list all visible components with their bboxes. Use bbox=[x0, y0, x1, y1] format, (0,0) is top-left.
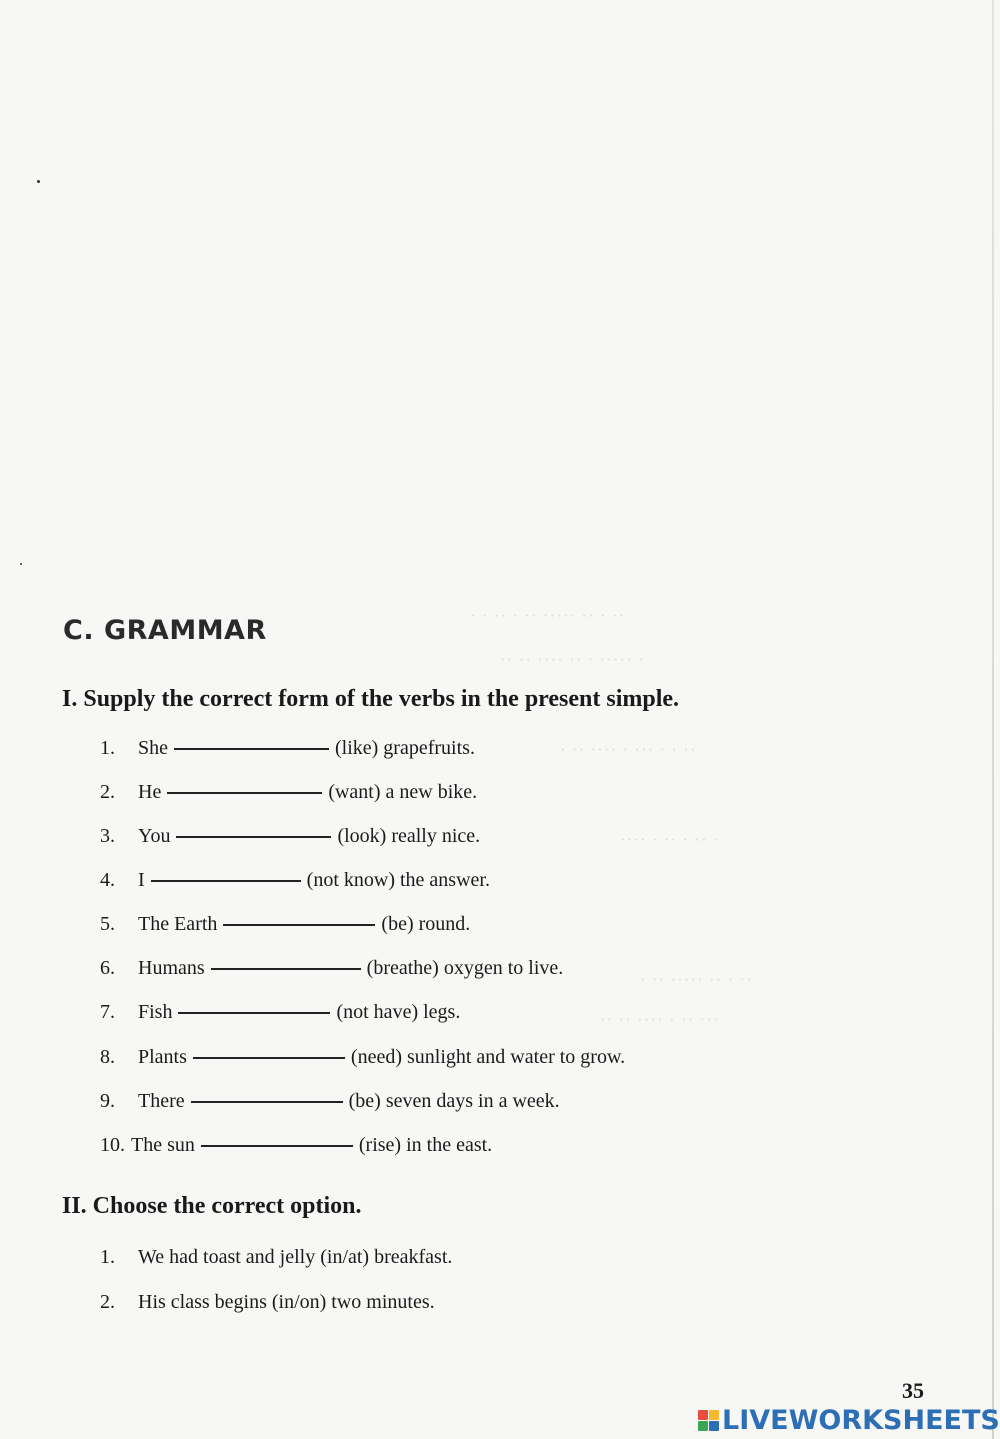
page-number: 35 bbox=[902, 1378, 924, 1403]
answer-blank[interactable] bbox=[167, 791, 322, 794]
item-number: 3. bbox=[100, 825, 115, 847]
item-number: 1. bbox=[100, 737, 115, 759]
answer-blank[interactable] bbox=[174, 747, 329, 750]
choice-item bbox=[100, 1246, 452, 1269]
choice-item bbox=[100, 1291, 435, 1314]
item-number: 4. bbox=[100, 869, 115, 891]
item-number: 10. bbox=[100, 1134, 125, 1156]
bleed-through: ···· · ·· · ·· · bbox=[620, 830, 720, 849]
verb-item bbox=[100, 913, 470, 936]
verb-item bbox=[100, 1090, 560, 1113]
verb-item bbox=[100, 1046, 625, 1069]
brand-name: LIVEWORKSHEETS bbox=[722, 1405, 1000, 1436]
bleed-through: · · ·· · ·· ····· ·· · ·· bbox=[470, 606, 626, 625]
scan-edge bbox=[992, 0, 994, 1439]
item-verb-hint: (like) grapefruits. bbox=[335, 737, 475, 759]
item-verb-hint: (be) seven days in a week. bbox=[348, 1090, 560, 1112]
verb-item bbox=[100, 737, 475, 760]
item-number: 9. bbox=[100, 1090, 115, 1112]
liveworksheets-brand[interactable] bbox=[698, 1405, 1000, 1436]
item-number: 1. bbox=[100, 1246, 115, 1268]
answer-blank[interactable] bbox=[191, 1100, 343, 1103]
answer-blank[interactable] bbox=[151, 879, 301, 882]
logo-square bbox=[709, 1421, 719, 1431]
item-number: 6. bbox=[100, 957, 115, 979]
logo-square bbox=[698, 1410, 708, 1420]
answer-blank[interactable] bbox=[178, 1011, 330, 1014]
logo-square bbox=[709, 1410, 719, 1420]
item-sentence[interactable]: We had toast and jelly (in/at) breakfast. bbox=[138, 1246, 453, 1268]
bleed-through: ·· ·· ···· · ·· ··· bbox=[600, 1010, 720, 1029]
scan-speck bbox=[20, 563, 22, 565]
item-verb-hint: (not know) the answer. bbox=[306, 869, 490, 891]
verb-item bbox=[100, 869, 490, 892]
item-subject: You bbox=[138, 825, 171, 847]
verb-item bbox=[100, 1134, 492, 1157]
answer-blank[interactable] bbox=[211, 967, 361, 970]
item-subject: Humans bbox=[138, 957, 205, 979]
answer-blank[interactable] bbox=[176, 835, 331, 838]
item-verb-hint: (look) really nice. bbox=[337, 825, 481, 847]
bleed-through: · ·· ····· ·· · ·· bbox=[640, 970, 753, 989]
item-sentence[interactable]: His class begins (in/on) two minutes. bbox=[138, 1291, 435, 1313]
item-number: 7. bbox=[100, 1001, 115, 1023]
item-subject: I bbox=[138, 869, 145, 891]
logo-square bbox=[698, 1421, 708, 1431]
part1-heading: I. Supply the correct form of the verbs in the present simple. bbox=[62, 686, 680, 712]
verb-item bbox=[100, 1001, 460, 1024]
item-number: 2. bbox=[100, 781, 115, 803]
item-number: 2. bbox=[100, 1291, 115, 1313]
verb-item bbox=[100, 957, 563, 980]
answer-blank[interactable] bbox=[201, 1144, 353, 1147]
item-subject: Plants bbox=[138, 1046, 187, 1068]
item-verb-hint: (rise) in the east. bbox=[358, 1134, 493, 1156]
item-subject: He bbox=[138, 781, 162, 803]
liveworksheets-logo-icon bbox=[698, 1410, 719, 1431]
item-verb-hint: (want) a new bike. bbox=[328, 781, 478, 803]
item-number: 8. bbox=[100, 1046, 115, 1068]
item-subject: Fish bbox=[138, 1001, 173, 1023]
item-subject: The sun bbox=[131, 1134, 195, 1156]
section-title: C. GRAMMAR bbox=[63, 615, 267, 646]
item-verb-hint: (need) sunlight and water to grow. bbox=[350, 1046, 626, 1068]
scan-speck bbox=[37, 180, 40, 183]
answer-blank[interactable] bbox=[223, 923, 375, 926]
bleed-through: ·· ·· ···· ·· · ····· · bbox=[500, 650, 645, 669]
bleed-through: · ·· ···· · ··· · · ·· bbox=[560, 740, 697, 759]
item-subject: She bbox=[138, 737, 168, 759]
item-subject: There bbox=[138, 1090, 185, 1112]
item-verb-hint: (breathe) oxygen to live. bbox=[366, 957, 564, 979]
item-number: 5. bbox=[100, 913, 115, 935]
item-verb-hint: (be) round. bbox=[381, 913, 471, 935]
answer-blank[interactable] bbox=[193, 1056, 345, 1059]
verb-item bbox=[100, 781, 477, 804]
verb-item bbox=[100, 825, 480, 848]
item-verb-hint: (not have) legs. bbox=[336, 1001, 461, 1023]
part2-heading: II. Choose the correct option. bbox=[62, 1193, 362, 1219]
item-subject: The Earth bbox=[138, 913, 218, 935]
